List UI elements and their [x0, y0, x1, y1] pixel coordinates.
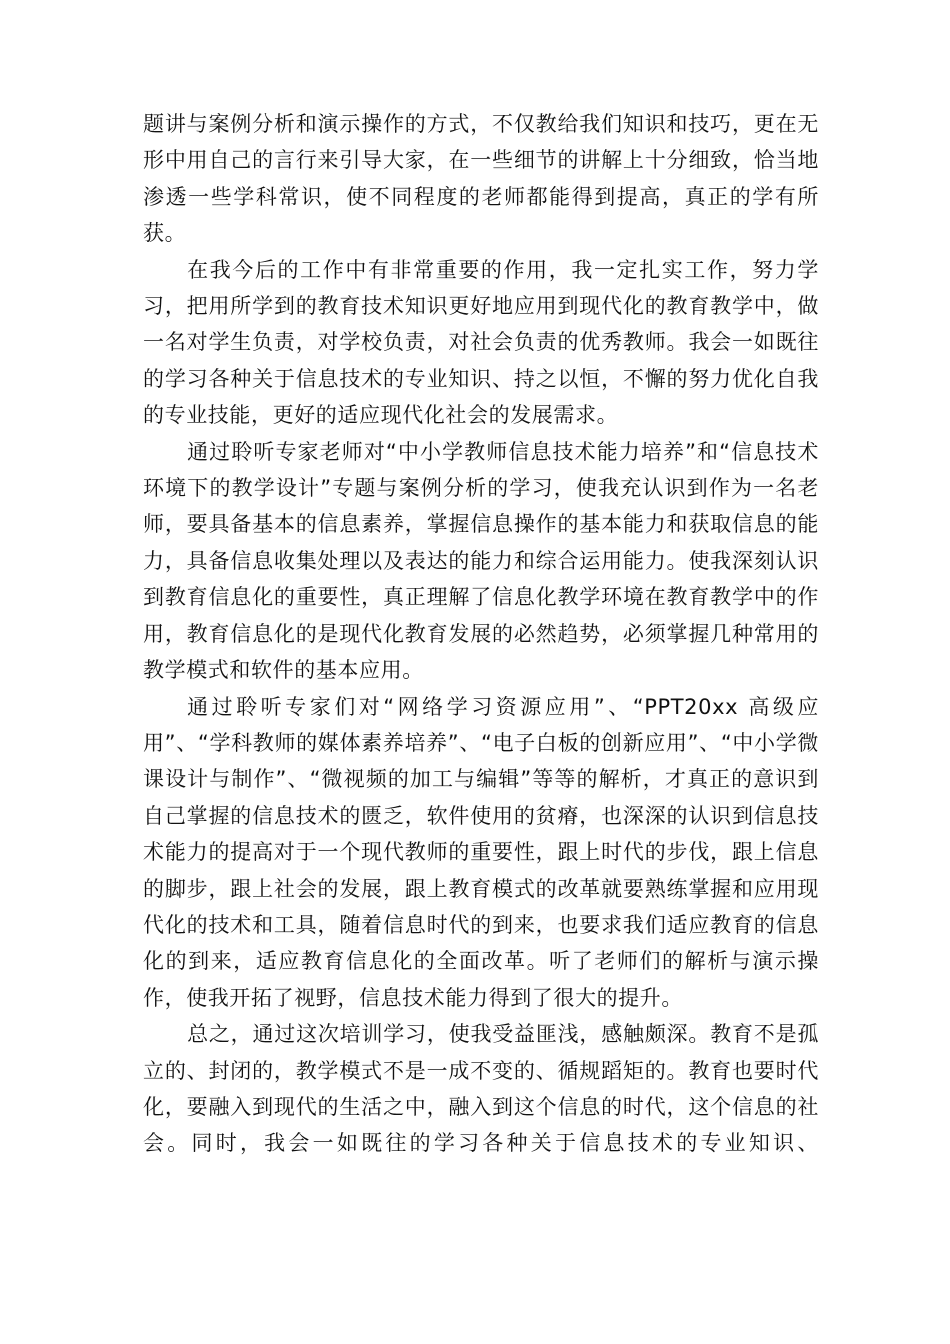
paragraph-work-commitment: 在我今后的工作中有非常重要的作用，我一定扎实工作，努力学习，把用所学到的教育技术知识更好地应用到现代化的教育教学中，做一名对学生负责，对学校负责，对社会负责的优秀教师。我会一如既往的学习各种关于信息技术的专业知识、持之以恒，不懈的努力优化自我的专业技能，更好的适应现代化社会的发展需求。	[143, 257, 819, 428]
paragraph-teacher-ability: 通过聆听专家老师对“中小学教师信息技术能力培养”和“信息技术环境下的教学设计”专题与案例分析的学习，使我充认识到作为一名老师，要具备基本的信息素养，掌握信息操作的基本能力和获取信息的能力，具备信息收集处理以及表达的能力和综合运用能力。使我深刻认识到教育信息化的重要性，真正理解了信息化教学环境在教育教学中的作用，教育信息化的是现代化教育发展的必然趋势，必须掌握几种常用的教学模式和软件的基本应用。	[143, 439, 819, 683]
paragraph-summary: 总之，通过这次培训学习，使我受益匪浅，感触颇深。教育不是孤立的、封闭的，教学模式不是一成不变的、循规蹈矩的。教育也要时代化，要融入到现代的生活之中，融入到这个信息的时代，这个信息的社会。同时，我会一如既往的学习各种关于信息技术的专业知识、	[143, 1022, 819, 1156]
paragraph-continued: 题讲与案例分析和演示操作的方式，不仅教给我们知识和技巧，更在无形中用自己的言行来引导大家，在一些细节的讲解上十分细致，恰当地渗透一些学科常识，使不同程度的老师都能得到提高，真正的学有所获。	[143, 112, 819, 246]
document-body	[143, 106, 819, 1162]
paragraph-expert-analysis: 通过聆听专家们对“网络学习资源应用”、“PPT20xx 高级应用”、“学科教师的媒体素养培养”、“电子白板的创新应用”、“中小学微课设计与制作”、“微视频的加工与编辑”等等的解析，才真正的意识到自己掌握的信息技术的匮乏，软件使用的贫瘠，也深深的认识到信息技术能力的提高对于一个现代教师的重要性，跟上时代的步伐，跟上信息的脚步，跟上社会的发展，跟上教育模式的改革就要熟练掌握和应用现代化的技术和工具，随着信息时代的到来，也要求我们适应教育的信息化的到来，适应教育信息化的全面改革。听了老师们的解析与演示操作，使我开拓了视野，信息技术能力得到了很大的提升。	[143, 694, 819, 1010]
